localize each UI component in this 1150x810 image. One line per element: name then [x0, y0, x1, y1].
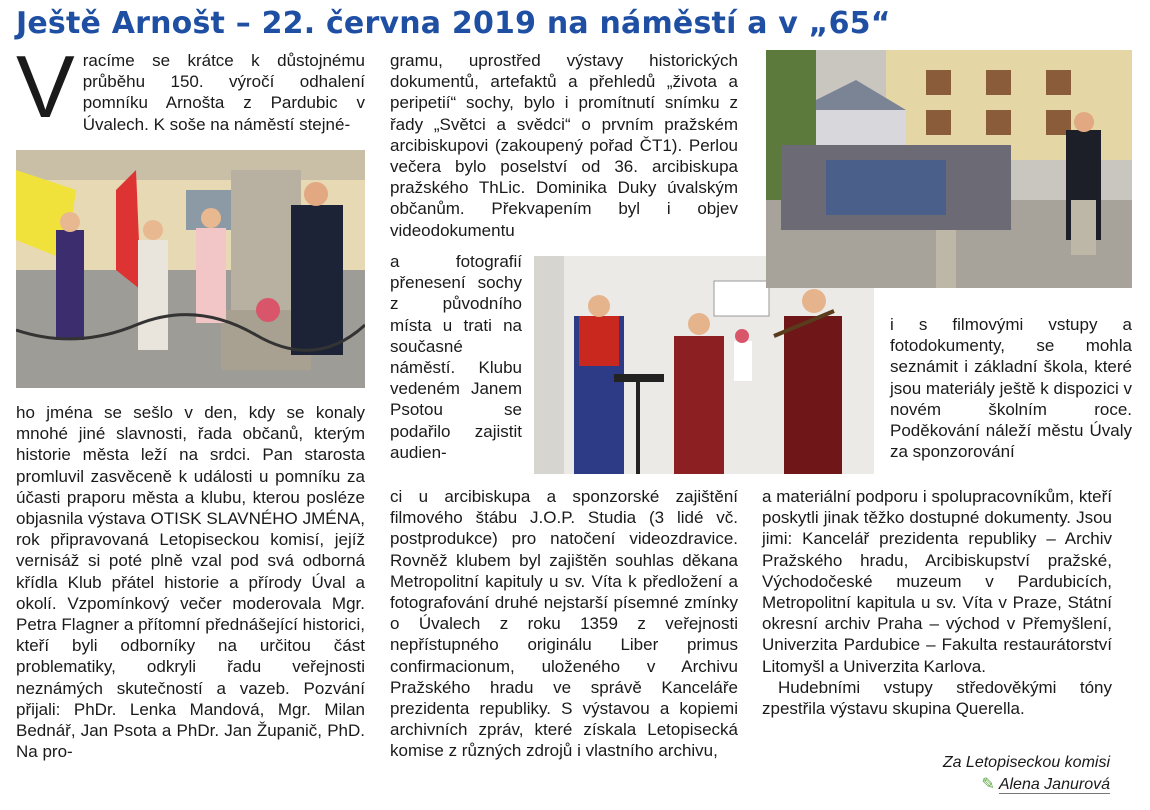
paragraph-intro: racíme se krátce k důstojnému průběhu 150. výročí odhalení pomníku Arnošta z Pardubic v Úvalech. K soše na náměstí stejné- [82, 51, 365, 134]
column-2-narrow [390, 251, 522, 463]
photo-crowd-on-square [766, 50, 1132, 288]
column-1-bottom [16, 402, 365, 762]
signature-block [943, 752, 1110, 796]
signature-author-name: Alena Janurová [998, 776, 1110, 793]
photo-querella-performance [534, 256, 874, 474]
paragraph-film: ci u arcibiskupa a sponzorské zajištění filmového štábu J.O.P. Studia (3 lidé vč. postprodukce) pro natočení videozdravice. Rovněž klubem byl zajištěn souhlas děkana Metropolitní kapituly u sv. Víta k předložení a fotografování druhé nejstarší písemné zmínky o Úvalech z roku 1359 z veřejnosti nepřístupného originálu Liber primus confirmacionum, uloženého v Archivu Pražského hradu ve správě Kanceláře prezidenta republiky. S výstavou a kopiemi archivních zpráv, které získala Letopisecká komise z různých zdrojů i vlastního archivu, [390, 487, 738, 761]
photo-performance-image [534, 256, 874, 474]
drop-cap: V [16, 37, 75, 136]
photo-crowd-image [766, 50, 1132, 288]
column-3-bottom [762, 486, 1112, 719]
paragraph-program: gramu, uprostřed výstavy historických dokumentů, artefaktů a přehledů „života a peripetií“ sochy, bylo i promítnutí snímku z řady „Světci a svědci“ o prvním pražském arcibiskupovi (zakoupený pořad ČT1). Perlou večera bylo poselství od 36. arcibiskupa pražského ThLic. Dominika Duky úvalským občanům. Překvapením byl i objev videodokumentu [390, 51, 738, 240]
paragraph-thanks: a materiální podporu i spolupracovníkům, kteří poskytli jinak těžko dostupné dokumenty. Jsou jimi: Kancelář prezidenta republiky – Archiv Pražského hradu, Arcibiskupství pražské, Východočeské muzeum v Pardubicích, Metropolitní kapitula u sv. Víta v Praze, Státní okresní archiv Praha – východ v Přemyšlení, Univerzita Pardubice – Fakulta restaurátorství Litomyšl a Univerzita Karlova. [762, 487, 1112, 676]
column-1-top [16, 37, 365, 136]
column-2-top [390, 50, 738, 241]
article-headline: Ještě Arnošt – 22. června 2019 na náměstí a v „65“ [16, 6, 891, 41]
column-3-narrow [890, 314, 1132, 462]
signature-committee: Za Letopiseckou komisi [942, 754, 1110, 771]
signature-author-line [943, 774, 1110, 796]
column-2-bottom [390, 486, 738, 762]
paragraph-music: Hudebními vstupy středověkými tóny zpestřila výstavu skupina Querella. [762, 677, 1112, 719]
pen-icon: ✎ [981, 776, 995, 793]
photo-ceremony-image [16, 150, 365, 388]
paragraph-event: ho jména se sešlo v den, kdy se konaly mnohé jiné slavnosti, řada občanů, kterým historie města leží na srdci. Pan starosta promluvil zasvěceně k události u pomníku za účasti praporu města a klubu, kterou posléze objasnila výstava OTISK SLAVNÉHO JMÉNA, rok připravovaná Letopiseckou komisí, jejíž vernisáž si poté plně vzal pod svá odborná křídla Klub přátel historie a přírody Úval a okolí. Vzpomínkový večer moderovala Mgr. Petra Flagner a přítomní přednášející historici, kteří byli odborníky na určitou část problematiky, odkryli řadu veřejnosti neznámých skutečností a vazeb. Pozvání přijali: PhDr. Lenka Mandová, Mgr. Milan Bednář, Jan Psota a PhDr. Jan Županič, PhD. Na pro- [16, 403, 365, 762]
paragraph-video: a fotografií přenesení sochy z původního místa u trati na současné náměstí. Klubu vedeném Janem Psotou se podařilo zajistit audien- [390, 252, 522, 462]
photo-ceremony-at-monument [16, 150, 365, 388]
paragraph-school: i s filmovými vstupy a fotodokumenty, se mohla seznámit i základní škola, které jsou materiály ještě k dispozici v novém školním roce. Poděkování náleží městu Úvaly za sponzorování [890, 315, 1132, 462]
